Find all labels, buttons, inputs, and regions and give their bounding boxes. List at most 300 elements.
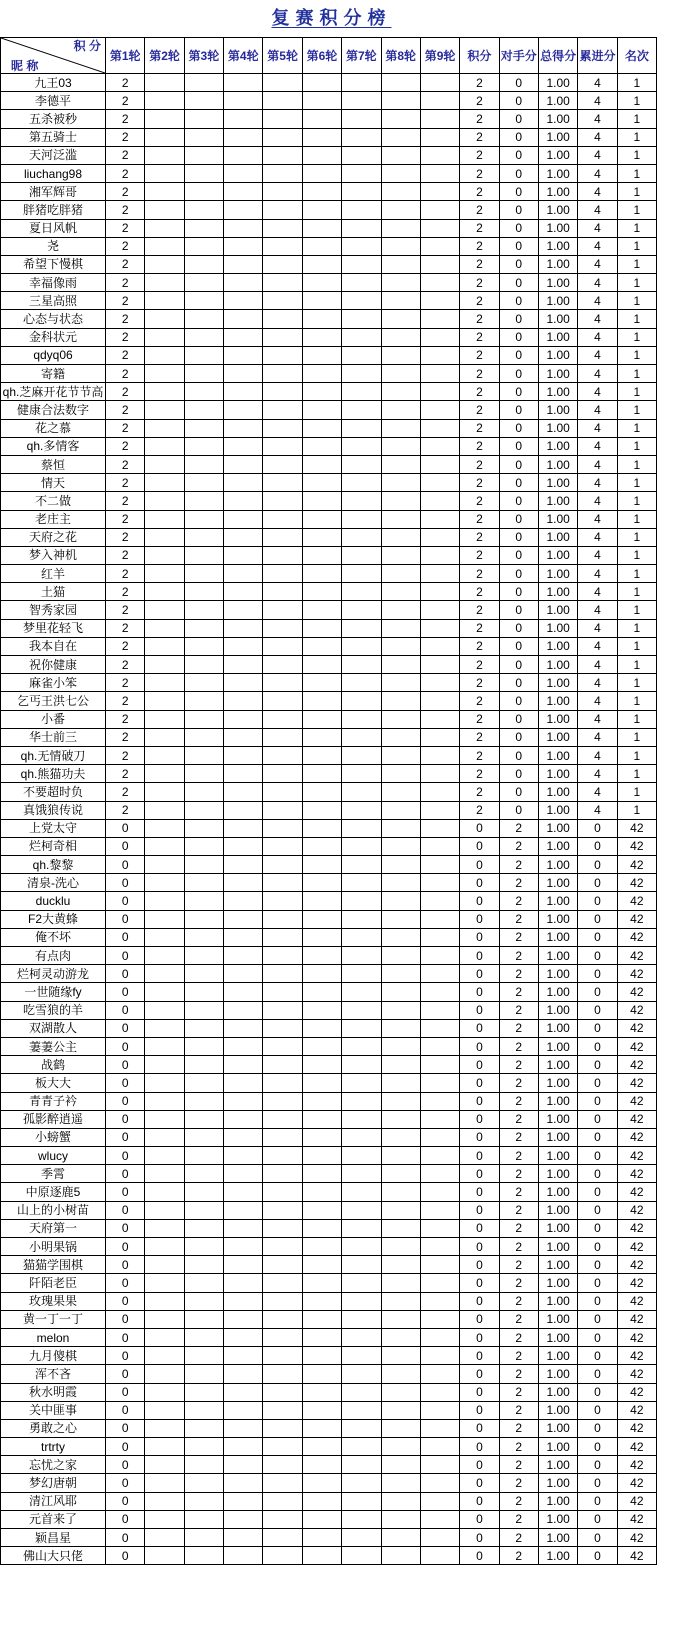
- total-score-cell: 1.00: [539, 565, 578, 583]
- round-7-cell: [342, 1074, 381, 1092]
- round-2-cell: [145, 638, 184, 656]
- round-9-cell: [421, 1220, 460, 1238]
- round-1-cell: 0: [106, 929, 145, 947]
- round-8-cell: [382, 365, 421, 383]
- total-score-cell: 1.00: [539, 1474, 578, 1492]
- player-name-cell: 一世随缘fy: [1, 983, 106, 1001]
- round-9-cell: [421, 329, 460, 347]
- round-7-cell: [342, 747, 381, 765]
- round-1-cell: 0: [106, 1093, 145, 1111]
- opponent-score-cell: 2: [500, 1183, 539, 1201]
- player-name-cell: 颖昌星: [1, 1529, 106, 1547]
- round-2-cell: [145, 1093, 184, 1111]
- round-1-cell: 2: [106, 310, 145, 328]
- round-9-cell: [421, 1202, 460, 1220]
- round-9-cell: [421, 1329, 460, 1347]
- rank-cell: 1: [618, 565, 657, 583]
- round-9-cell: [421, 1547, 460, 1565]
- round-7-cell: [342, 1311, 381, 1329]
- round-7-cell: [342, 1402, 381, 1420]
- round-5-cell: [263, 129, 302, 147]
- player-name-cell: 季霄: [1, 1165, 106, 1183]
- round-6-cell: [303, 220, 342, 238]
- round-2-cell: [145, 1020, 184, 1038]
- round-1-cell: 0: [106, 1311, 145, 1329]
- round-4-cell: [224, 783, 263, 801]
- round-3-cell: [185, 820, 224, 838]
- round-7-cell: [342, 802, 381, 820]
- round-1-cell: 2: [106, 129, 145, 147]
- round-3-cell: [185, 1347, 224, 1365]
- round-6-cell: [303, 1547, 342, 1565]
- round-6-cell: [303, 1111, 342, 1129]
- round-3-cell: [185, 874, 224, 892]
- round-3-cell: [185, 220, 224, 238]
- round-7-cell: [342, 911, 381, 929]
- rank-cell: 1: [618, 802, 657, 820]
- points-cell: 2: [460, 601, 499, 619]
- total-score-cell: 1.00: [539, 274, 578, 292]
- points-cell: 2: [460, 638, 499, 656]
- round-4-cell: [224, 1111, 263, 1129]
- round-7-cell: [342, 965, 381, 983]
- round-8-cell: [382, 892, 421, 910]
- round-4-cell: [224, 1165, 263, 1183]
- points-cell: 2: [460, 256, 499, 274]
- round-8-cell: [382, 383, 421, 401]
- player-name-cell: 梦入神机: [1, 547, 106, 565]
- round-2-cell: [145, 329, 184, 347]
- round-7-cell: [342, 547, 381, 565]
- round-5-cell: [263, 1020, 302, 1038]
- round-2-cell: [145, 601, 184, 619]
- round-9-cell: [421, 1293, 460, 1311]
- round-1-cell: 0: [106, 1511, 145, 1529]
- player-name-cell: 湘军辉哥: [1, 183, 106, 201]
- total-score-cell: 1.00: [539, 1202, 578, 1220]
- player-name-cell: 华士前三: [1, 729, 106, 747]
- opponent-score-cell: 0: [500, 256, 539, 274]
- round-7-cell: [342, 765, 381, 783]
- round-5-cell: [263, 892, 302, 910]
- round-3-cell: [185, 1402, 224, 1420]
- points-cell: 0: [460, 838, 499, 856]
- player-name-cell: 黄一丁一丁: [1, 1311, 106, 1329]
- round-6-cell: [303, 820, 342, 838]
- total-score-cell: 1.00: [539, 347, 578, 365]
- total-score-cell: 1.00: [539, 1093, 578, 1111]
- opponent-score-cell: 0: [500, 438, 539, 456]
- player-name-cell: 小螃蟹: [1, 1129, 106, 1147]
- rank-cell: 1: [618, 310, 657, 328]
- round-5-cell: [263, 438, 302, 456]
- round-4-cell: [224, 456, 263, 474]
- round-6-cell: [303, 1129, 342, 1147]
- round-8-cell: [382, 347, 421, 365]
- round-7-cell: [342, 165, 381, 183]
- round-6-cell: [303, 856, 342, 874]
- round-7-cell: [342, 1384, 381, 1402]
- opponent-score-cell: 0: [500, 147, 539, 165]
- opponent-score-cell: 0: [500, 529, 539, 547]
- round-7-cell: [342, 1238, 381, 1256]
- round-5-cell: [263, 1111, 302, 1129]
- round-6-cell: [303, 1511, 342, 1529]
- round-4-cell: [224, 565, 263, 583]
- round-7-cell: [342, 1529, 381, 1547]
- points-cell: 2: [460, 674, 499, 692]
- round-3-cell: [185, 547, 224, 565]
- round-4-cell: [224, 438, 263, 456]
- total-score-cell: 1.00: [539, 601, 578, 619]
- progressive-score-cell: 0: [578, 1365, 617, 1383]
- round-3-cell: [185, 492, 224, 510]
- rank-cell: 42: [618, 856, 657, 874]
- opponent-score-cell: 2: [500, 1384, 539, 1402]
- round-3-cell: [185, 911, 224, 929]
- round-3-cell: [185, 1474, 224, 1492]
- round-8-cell: [382, 1256, 421, 1274]
- round-4-cell: [224, 1402, 263, 1420]
- round-2-cell: [145, 110, 184, 128]
- round-3-cell: [185, 1365, 224, 1383]
- opponent-score-cell: 2: [500, 1456, 539, 1474]
- round-7-cell: [342, 674, 381, 692]
- round-2-cell: [145, 420, 184, 438]
- opponent-score-header: 对手分: [500, 38, 539, 74]
- round-9-cell: [421, 1274, 460, 1292]
- round-1-cell: 2: [106, 401, 145, 419]
- round-3-cell: [185, 656, 224, 674]
- round-9-cell: [421, 1020, 460, 1038]
- rank-cell: 1: [618, 747, 657, 765]
- opponent-score-cell: 0: [500, 383, 539, 401]
- round-8-cell: [382, 929, 421, 947]
- round-6-cell: [303, 838, 342, 856]
- round-1-cell: 2: [106, 583, 145, 601]
- round-3-cell: [185, 201, 224, 219]
- round-1-cell: 2: [106, 638, 145, 656]
- round-9-cell: [421, 1365, 460, 1383]
- round-3-cell: [185, 310, 224, 328]
- player-name-cell: 九王03: [1, 74, 106, 92]
- round-4-cell: [224, 802, 263, 820]
- opponent-score-cell: 0: [500, 365, 539, 383]
- round-7-cell: [342, 692, 381, 710]
- round-2-cell: [145, 929, 184, 947]
- opponent-score-cell: 0: [500, 201, 539, 219]
- progressive-score-cell: 4: [578, 383, 617, 401]
- points-cell: 2: [460, 492, 499, 510]
- progressive-score-cell: 0: [578, 1474, 617, 1492]
- round-9-cell: [421, 183, 460, 201]
- round-8-cell: [382, 638, 421, 656]
- round-1-cell: 0: [106, 1329, 145, 1347]
- round-2-cell: [145, 1493, 184, 1511]
- points-cell: 0: [460, 1456, 499, 1474]
- round-4-cell: [224, 1493, 263, 1511]
- player-name-cell: 九月傻棋: [1, 1347, 106, 1365]
- player-name-cell: 天府第一: [1, 1220, 106, 1238]
- rank-cell: 42: [618, 1456, 657, 1474]
- progressive-score-cell: 4: [578, 674, 617, 692]
- round-2-cell: [145, 1293, 184, 1311]
- round-7-cell: [342, 1365, 381, 1383]
- player-name-cell: 梦里花轻飞: [1, 620, 106, 638]
- round-8-cell: [382, 1511, 421, 1529]
- progressive-score-cell: 4: [578, 292, 617, 310]
- progressive-score-cell: 4: [578, 783, 617, 801]
- round-1-cell: 0: [106, 1456, 145, 1474]
- points-cell: 0: [460, 1129, 499, 1147]
- round-2-cell: [145, 1147, 184, 1165]
- round-7-cell: [342, 1129, 381, 1147]
- progressive-score-cell: 4: [578, 565, 617, 583]
- round-5-cell: [263, 929, 302, 947]
- points-cell: 0: [460, 1183, 499, 1201]
- round-4-cell: [224, 92, 263, 110]
- round-6-cell: [303, 474, 342, 492]
- round-5-cell: [263, 310, 302, 328]
- round-4-cell: [224, 310, 263, 328]
- player-name-cell: 元首来了: [1, 1511, 106, 1529]
- round-3-cell: [185, 965, 224, 983]
- player-name-cell: 我本自在: [1, 638, 106, 656]
- round-2-cell: [145, 820, 184, 838]
- round-3-cell: [185, 1256, 224, 1274]
- total-score-cell: 1.00: [539, 1274, 578, 1292]
- progressive-score-cell: 0: [578, 1002, 617, 1020]
- points-cell: 0: [460, 820, 499, 838]
- round-5-cell: [263, 856, 302, 874]
- progressive-score-cell: 4: [578, 601, 617, 619]
- round-7-cell: [342, 492, 381, 510]
- round-2-cell: [145, 129, 184, 147]
- round-2-cell: [145, 1129, 184, 1147]
- total-score-cell: 1.00: [539, 1165, 578, 1183]
- total-score-cell: 1.00: [539, 1020, 578, 1038]
- opponent-score-cell: 2: [500, 1311, 539, 1329]
- opponent-score-cell: 0: [500, 310, 539, 328]
- points-cell: 0: [460, 1038, 499, 1056]
- progressive-score-cell: 0: [578, 838, 617, 856]
- round-5-cell: [263, 1002, 302, 1020]
- round-1-cell: 0: [106, 1529, 145, 1547]
- rank-cell: 42: [618, 947, 657, 965]
- round-8-cell: [382, 1384, 421, 1402]
- round-4-cell: [224, 1420, 263, 1438]
- round-2-cell: [145, 911, 184, 929]
- round-6-cell: [303, 729, 342, 747]
- round-6-cell: [303, 965, 342, 983]
- player-name-cell: 心态与状态: [1, 310, 106, 328]
- round-1-cell: 2: [106, 456, 145, 474]
- total-score-cell: 1.00: [539, 1238, 578, 1256]
- round-5-cell: [263, 256, 302, 274]
- round-7-cell: [342, 365, 381, 383]
- rank-cell: 42: [618, 1511, 657, 1529]
- round-1-cell: 0: [106, 1074, 145, 1092]
- opponent-score-cell: 0: [500, 547, 539, 565]
- round-3-cell: [185, 74, 224, 92]
- round-9-cell: [421, 1529, 460, 1547]
- round-9-cell: [421, 1438, 460, 1456]
- round-8-cell: [382, 838, 421, 856]
- round-8-cell: [382, 1129, 421, 1147]
- round-4-cell: [224, 820, 263, 838]
- progressive-score-cell: 4: [578, 238, 617, 256]
- round-6-cell: [303, 583, 342, 601]
- round-3-cell: [185, 1511, 224, 1529]
- round-4-cell: [224, 674, 263, 692]
- round-1-cell: 0: [106, 965, 145, 983]
- total-score-cell: 1.00: [539, 147, 578, 165]
- points-cell: 2: [460, 474, 499, 492]
- round-9-cell: [421, 529, 460, 547]
- opponent-score-cell: 0: [500, 583, 539, 601]
- round-7-cell: [342, 1183, 381, 1201]
- player-name-cell: 胖猪吃胖猪: [1, 201, 106, 219]
- round-7-cell: [342, 1347, 381, 1365]
- rank-cell: 42: [618, 1365, 657, 1383]
- round-3-cell: [185, 1493, 224, 1511]
- round-7-cell: [342, 401, 381, 419]
- opponent-score-cell: 0: [500, 765, 539, 783]
- round-4-cell: [224, 765, 263, 783]
- round-8-cell: [382, 911, 421, 929]
- round-1-cell: 2: [106, 238, 145, 256]
- round-5-cell: [263, 183, 302, 201]
- round-5-cell: [263, 1256, 302, 1274]
- player-name-cell: 烂柯灵动游龙: [1, 965, 106, 983]
- player-name-cell: 板大大: [1, 1074, 106, 1092]
- progressive-score-cell: 0: [578, 947, 617, 965]
- points-cell: 0: [460, 1365, 499, 1383]
- opponent-score-cell: 2: [500, 1274, 539, 1292]
- rank-cell: 1: [618, 456, 657, 474]
- rank-cell: 42: [618, 1493, 657, 1511]
- round-2-cell: [145, 583, 184, 601]
- round-3-cell: [185, 1165, 224, 1183]
- round-3-cell: [185, 838, 224, 856]
- round-6-cell: [303, 383, 342, 401]
- round-4-cell: [224, 838, 263, 856]
- round-3-cell: [185, 565, 224, 583]
- round-5-cell: [263, 1474, 302, 1492]
- round-8-cell: [382, 1456, 421, 1474]
- rank-cell: 42: [618, 1056, 657, 1074]
- progressive-score-cell: 4: [578, 529, 617, 547]
- progressive-score-cell: 4: [578, 220, 617, 238]
- progressive-score-cell: 0: [578, 1038, 617, 1056]
- total-score-cell: 1.00: [539, 401, 578, 419]
- round-8-cell: [382, 1493, 421, 1511]
- round-8-cell: [382, 1093, 421, 1111]
- rank-cell: 42: [618, 1438, 657, 1456]
- opponent-score-cell: 0: [500, 492, 539, 510]
- round-5-cell: [263, 365, 302, 383]
- round-9-cell: [421, 1347, 460, 1365]
- round-7-cell: [342, 383, 381, 401]
- round-1-cell: 0: [106, 1438, 145, 1456]
- round-4-cell: [224, 1329, 263, 1347]
- player-name-cell: 萋萋公主: [1, 1038, 106, 1056]
- round-4-cell: [224, 1274, 263, 1292]
- rank-cell: 1: [618, 711, 657, 729]
- round-2-cell: [145, 983, 184, 1001]
- opponent-score-cell: 0: [500, 692, 539, 710]
- total-score-cell: 1.00: [539, 729, 578, 747]
- round-8-cell: [382, 692, 421, 710]
- player-name-cell: 五杀被秒: [1, 110, 106, 128]
- round-8-cell: [382, 711, 421, 729]
- points-cell: 2: [460, 74, 499, 92]
- round-8-cell: [382, 802, 421, 820]
- round-7-cell: [342, 529, 381, 547]
- round-3-cell: [185, 92, 224, 110]
- player-name-cell: 小明果锅: [1, 1238, 106, 1256]
- opponent-score-cell: 2: [500, 1474, 539, 1492]
- progressive-score-cell: 0: [578, 983, 617, 1001]
- round-3-cell: [185, 238, 224, 256]
- round-3-cell: [185, 1456, 224, 1474]
- round-4-cell: [224, 1529, 263, 1547]
- progressive-score-cell: 0: [578, 1456, 617, 1474]
- round-2-cell: [145, 220, 184, 238]
- round-9-cell: [421, 110, 460, 128]
- round-4-cell: [224, 256, 263, 274]
- rank-cell: 1: [618, 292, 657, 310]
- round-8-cell: [382, 1038, 421, 1056]
- round-1-cell: 2: [106, 692, 145, 710]
- rank-cell: 42: [618, 1384, 657, 1402]
- round-6-cell: [303, 947, 342, 965]
- round-6-cell: [303, 565, 342, 583]
- round-8-cell: [382, 238, 421, 256]
- round-4-cell: [224, 220, 263, 238]
- round-3-cell: [185, 401, 224, 419]
- rank-cell: 42: [618, 1420, 657, 1438]
- round-2-cell: [145, 1511, 184, 1529]
- opponent-score-cell: 2: [500, 1220, 539, 1238]
- round-3-cell: [185, 256, 224, 274]
- round-8-cell: [382, 1074, 421, 1092]
- round-4-cell: [224, 1256, 263, 1274]
- points-cell: 0: [460, 1056, 499, 1074]
- round-1-cell: 0: [106, 911, 145, 929]
- opponent-score-cell: 2: [500, 1056, 539, 1074]
- round-6-cell: [303, 638, 342, 656]
- player-name-cell: 红羊: [1, 565, 106, 583]
- points-cell: 0: [460, 1511, 499, 1529]
- round-8-cell: [382, 1056, 421, 1074]
- player-name-cell: 阡陌老臣: [1, 1274, 106, 1292]
- rank-cell: 42: [618, 892, 657, 910]
- round-5-cell: [263, 656, 302, 674]
- progressive-score-cell: 0: [578, 1274, 617, 1292]
- round-3-cell: [185, 1420, 224, 1438]
- total-score-cell: 1.00: [539, 529, 578, 547]
- points-cell: 2: [460, 292, 499, 310]
- round-5-header: 第5轮: [263, 38, 302, 74]
- round-7-cell: [342, 565, 381, 583]
- rank-cell: 1: [618, 674, 657, 692]
- player-name-cell: 玫瑰果果: [1, 1293, 106, 1311]
- round-1-cell: 2: [106, 529, 145, 547]
- round-1-cell: 2: [106, 74, 145, 92]
- round-5-cell: [263, 674, 302, 692]
- round-4-cell: [224, 856, 263, 874]
